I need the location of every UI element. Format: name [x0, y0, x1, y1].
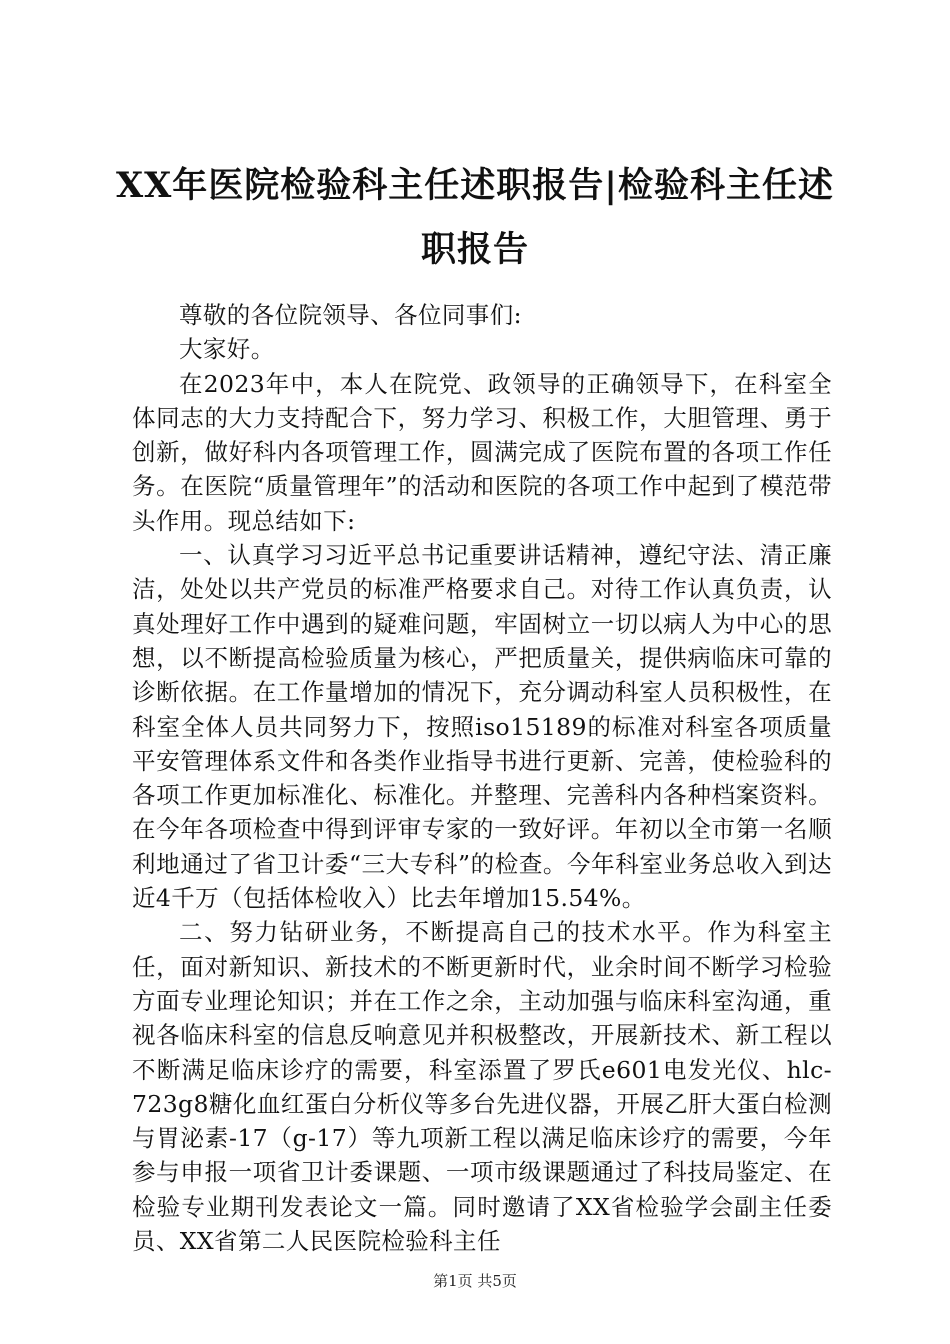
- document-title-line-2: 职报告: [420, 229, 529, 270]
- intro-paragraph: 在2023年中，本人在院党、政领导的正确领导下，在科室全体同志的大力支持配合下，努力学习、积极工作，大胆管理、勇于创新，做好科内各项管理工作，圆满完成了医院布置的各项工作任务。在医院“质量管理年”的活动和医院的各项工作中起到了模范带头作用。现总结如下:: [132, 369, 832, 535]
- salutation-paragraph: 尊敬的各位院领导、各位同事们:: [179, 301, 522, 329]
- document-title-line-1: XX年医院检验科主任述职报告|检验科主任述: [115, 165, 835, 206]
- document-body: [132, 298, 832, 1258]
- section-one-paragraph: 一、认真学习习近平总书记重要讲话精神，遵纪守法、清正廉洁，处处以共产党员的标准严格要求自己。对待工作认真负责，认真处理好工作中遇到的疑难问题，牢固树立一切以病人为中心的思想，以不断提高检验质量为核心，严把质量关，提供病临床可靠的诊断依据。在工作量增加的情况下，充分调动科室人员积极性，在科室全体人员共同努力下，按照iso15189的标准对科室各项质量平安管理体系文件和各类作业指导书进行更新、完善，使检验科的各项工作更加标准化、标准化。并整理、完善科内各种档案资料。在今年各项检查中得到评审专家的一致好评。年初以全市第一名顺利地通过了省卫计委“三大专科”的检查。今年科室业务总收入到达近4千万（包括体检收入）比去年增加15.54%。: [132, 541, 832, 913]
- greeting-paragraph: 大家好。: [179, 335, 275, 364]
- page-number-footer: 第1页 共5页: [433, 1272, 517, 1290]
- section-two-paragraph: 二、努力钻研业务，不断提高自己的技术水平。作为科室主任，面对新知识、新技术的不断更新时代，业余时间不断学习检验方面专业理论知识；并在工作之余，主动加强与临床科室沟通，重视各临床科室的信息反响意见并积极整改，开展新技术、新工程以不断满足临床诊疗的需要，科室添置了罗氏e601电发光仪、hlc-723g8糖化血红蛋白分析仪等多台先进仪器，开展乙肝大蛋白检测与胃泌素-17（g-17）等九项新工程以满足临床诊疗的需要，今年参与申报一项省卫计委课题、一项市级课题通过了科技局鉴定、在检验专业期刊发表论文一篇。同时邀请了XX省检验学会副主任委员、XX省第二人民医院检验科主任: [132, 918, 832, 1256]
